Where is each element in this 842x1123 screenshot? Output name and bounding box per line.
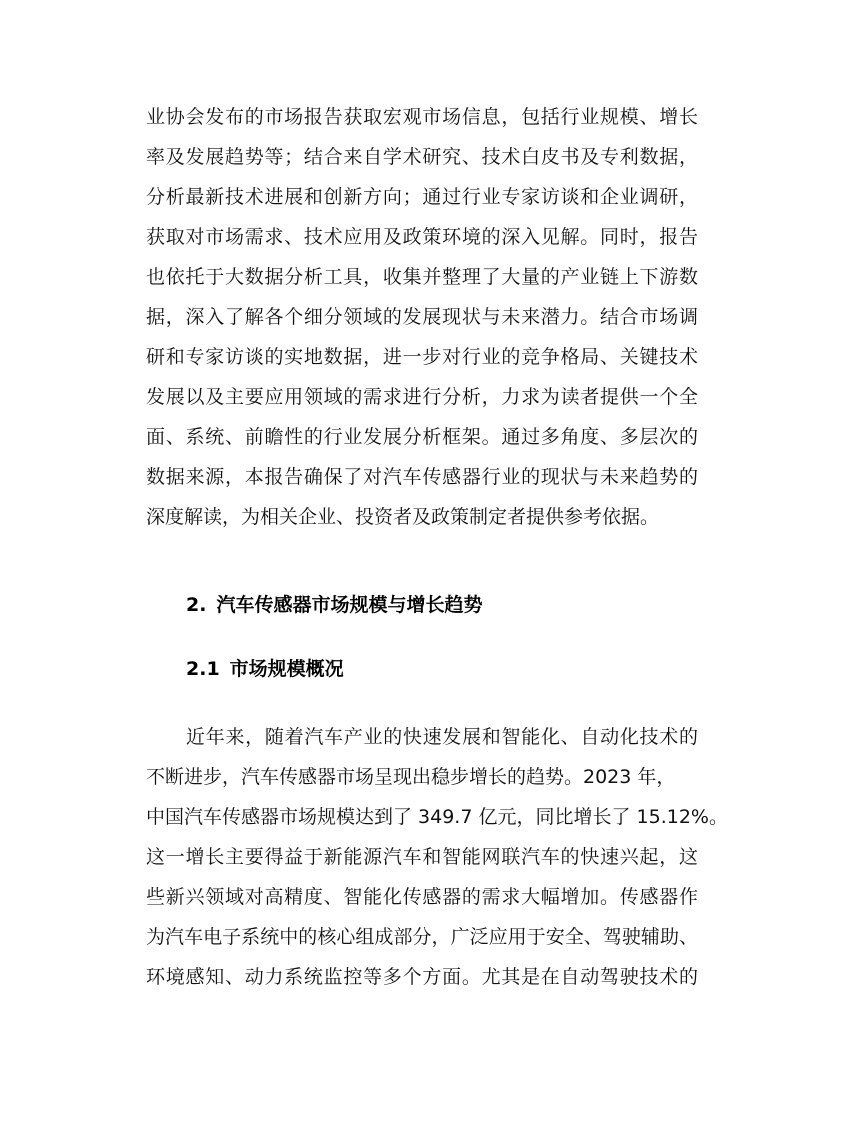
paragraph-line: 些新兴领域对高精度、智能化传感器的需求大幅增加。传感器作 bbox=[146, 886, 698, 908]
paragraph-line: 中国汽车传感器市场规模达到了 349.7 亿元，同比增长了 15.12%。 bbox=[146, 806, 728, 828]
paragraph-line: 也依托于大数据分析工具，收集并整理了大量的产业链上下游数 bbox=[146, 266, 698, 288]
paragraph-line: 这一增长主要得益于新能源汽车和智能网联汽车的快速兴起，这 bbox=[146, 846, 698, 868]
subsection-number: 2.1 bbox=[186, 658, 220, 680]
section-title: 汽车传感器市场规模与增长趋势 bbox=[216, 594, 483, 616]
section-heading bbox=[186, 590, 482, 620]
paragraph-line: 获取对市场需求、技术应用及政策环境的深入见解。同时，报告 bbox=[146, 226, 698, 248]
paragraph-line: 率及发展趋势等；结合来自学术研究、技术白皮书及专利数据， bbox=[146, 146, 698, 168]
subsection-heading bbox=[186, 654, 344, 684]
paragraph-line: 环境感知、动力系统监控等多个方面。尤其是在自动驾驶技术的 bbox=[146, 966, 698, 988]
paragraph-line: 据，深入了解各个细分领域的发展现状与未来潜力。结合市场调 bbox=[146, 306, 698, 328]
paragraph-line: 业协会发布的市场报告获取宏观市场信息，包括行业规模、增长 bbox=[146, 106, 698, 128]
paragraph-line: 近年来，随着汽车产业的快速发展和智能化、自动化技术的 bbox=[186, 726, 698, 748]
paragraph-line: 不断进步，汽车传感器市场呈现出稳步增长的趋势。2023 年， bbox=[146, 766, 676, 788]
paragraph-line: 分析最新技术进展和创新方向；通过行业专家访谈和企业调研， bbox=[146, 186, 698, 208]
paragraph-line: 数据来源，本报告确保了对汽车传感器行业的现状与未来趋势的 bbox=[146, 466, 698, 488]
section-number: 2. bbox=[186, 594, 207, 616]
subsection-title: 市场规模概况 bbox=[229, 658, 344, 680]
paragraph-line: 为汽车电子系统中的核心组成部分，广泛应用于安全、驾驶辅助、 bbox=[146, 926, 698, 948]
paragraph-line: 深度解读，为相关企业、投资者及政策制定者提供参考依据。 bbox=[146, 506, 660, 528]
paragraph-line: 研和专家访谈的实地数据，进一步对行业的竞争格局、关键技术 bbox=[146, 346, 698, 368]
paragraph-line: 发展以及主要应用领域的需求进行分析，力求为读者提供一个全 bbox=[146, 386, 698, 408]
paragraph-line: 面、系统、前瞻性的行业发展分析框架。通过多角度、多层次的 bbox=[146, 426, 698, 448]
